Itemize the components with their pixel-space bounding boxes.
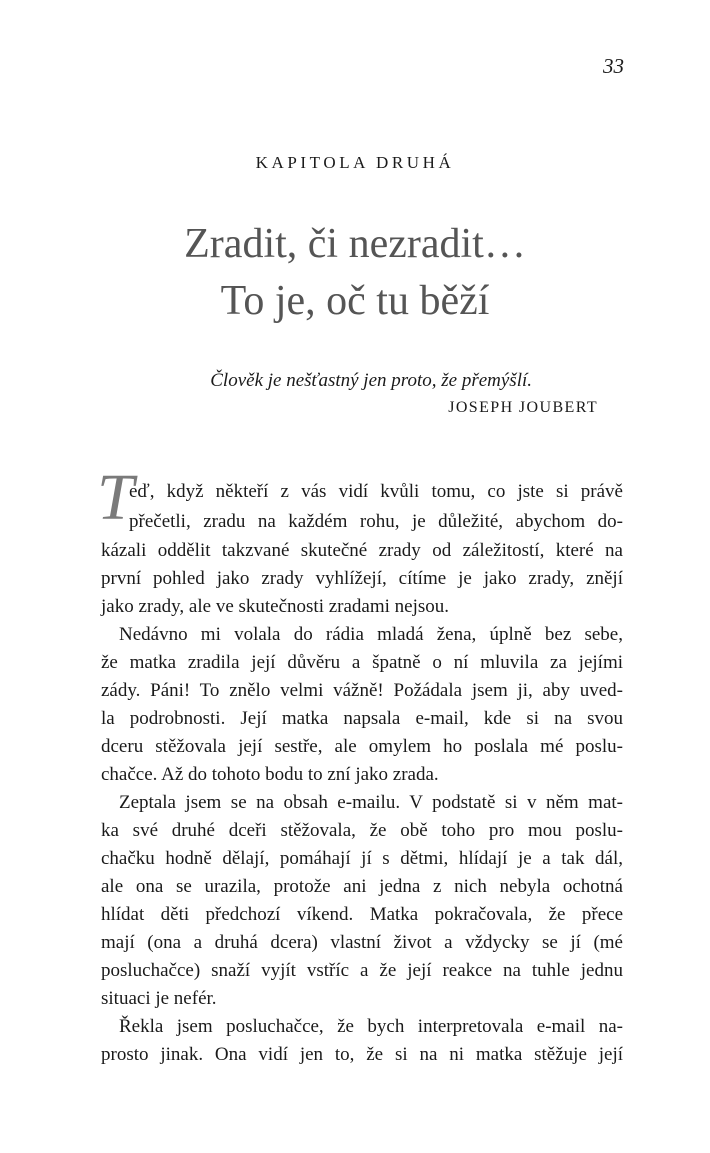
chapter-title-line-1: Zradit, či nezradit… xyxy=(184,221,526,267)
body-line: Nedávno mi volala do rádia mladá žena, úplně bez sebe, xyxy=(119,624,623,645)
body-line: mají (ona a druhá dcera) vlastní život a vždycky se jí (mé xyxy=(101,932,623,953)
body-line: že matka zradila její důvěru a špatně o ní mluvila za jejími xyxy=(101,652,623,673)
body-line: Řekla jsem posluchačce, že bych interpretovala e-mail na- xyxy=(119,1016,623,1037)
body-line: situaci je nefér. xyxy=(101,988,217,1009)
body-line: eď, když někteří z vás vidí kvůli tomu, co jste si právě xyxy=(129,481,623,502)
body-line: jako zrady, ale ve skutečnosti zradami nejsou. xyxy=(101,596,450,617)
body-line: ka své druhé dceři stěžovala, že obě toho pro mou poslu- xyxy=(101,820,623,841)
body-line: prosto jinak. Ona vidí jen to, že si na ni matka stěžuje její xyxy=(101,1044,623,1065)
body-line: hlídat děti předchozí víkend. Matka pokračovala, že přece xyxy=(101,904,623,925)
body-line: posluchačce) snaží vyjít vstříc a že její reakce na tuhle jednu xyxy=(101,960,623,981)
chapter-title-line-2: To je, oč tu běží xyxy=(220,278,490,324)
body-line: přečetli, zradu na každém rohu, je důležité, abychom do- xyxy=(129,511,623,532)
epigraph-author: JOSEPH JOUBERT xyxy=(448,399,598,416)
body-line: chačku hodně dělají, pomáhají jí s dětmi, hlídají je a tak dál, xyxy=(101,848,623,869)
drop-cap: T xyxy=(97,461,134,534)
body-line: la podrobnosti. Její matka napsala e-mail, kde si na svou xyxy=(101,708,623,729)
body-line: ale ona se urazila, protože ani jedna z nich nebyla ochotná xyxy=(101,876,623,897)
body-line: chačce. Až do tohoto bodu to zní jako zrada. xyxy=(101,764,439,785)
body-line: první pohled jako zrady vyhlížejí, cítíme je jako zrady, znějí xyxy=(101,568,623,589)
page-number: 33 xyxy=(603,54,624,78)
body-line: zády. Páni! To znělo velmi vážně! Požádala jsem ji, aby uved- xyxy=(101,680,623,701)
body-line: Zeptala jsem se na obsah e-mailu. V podstatě si v něm mat- xyxy=(119,792,623,813)
chapter-label: KAPITOLA DRUHÁ xyxy=(255,153,455,172)
body-line: kázali oddělit takzvané skutečné zrady od záležitostí, které na xyxy=(101,540,623,561)
body-line: dceru stěžovala její sestře, ale omylem ho poslala mé poslu- xyxy=(101,736,623,757)
epigraph-quote: Člověk je nešťastný jen proto, že přemýšlí. xyxy=(210,370,532,391)
